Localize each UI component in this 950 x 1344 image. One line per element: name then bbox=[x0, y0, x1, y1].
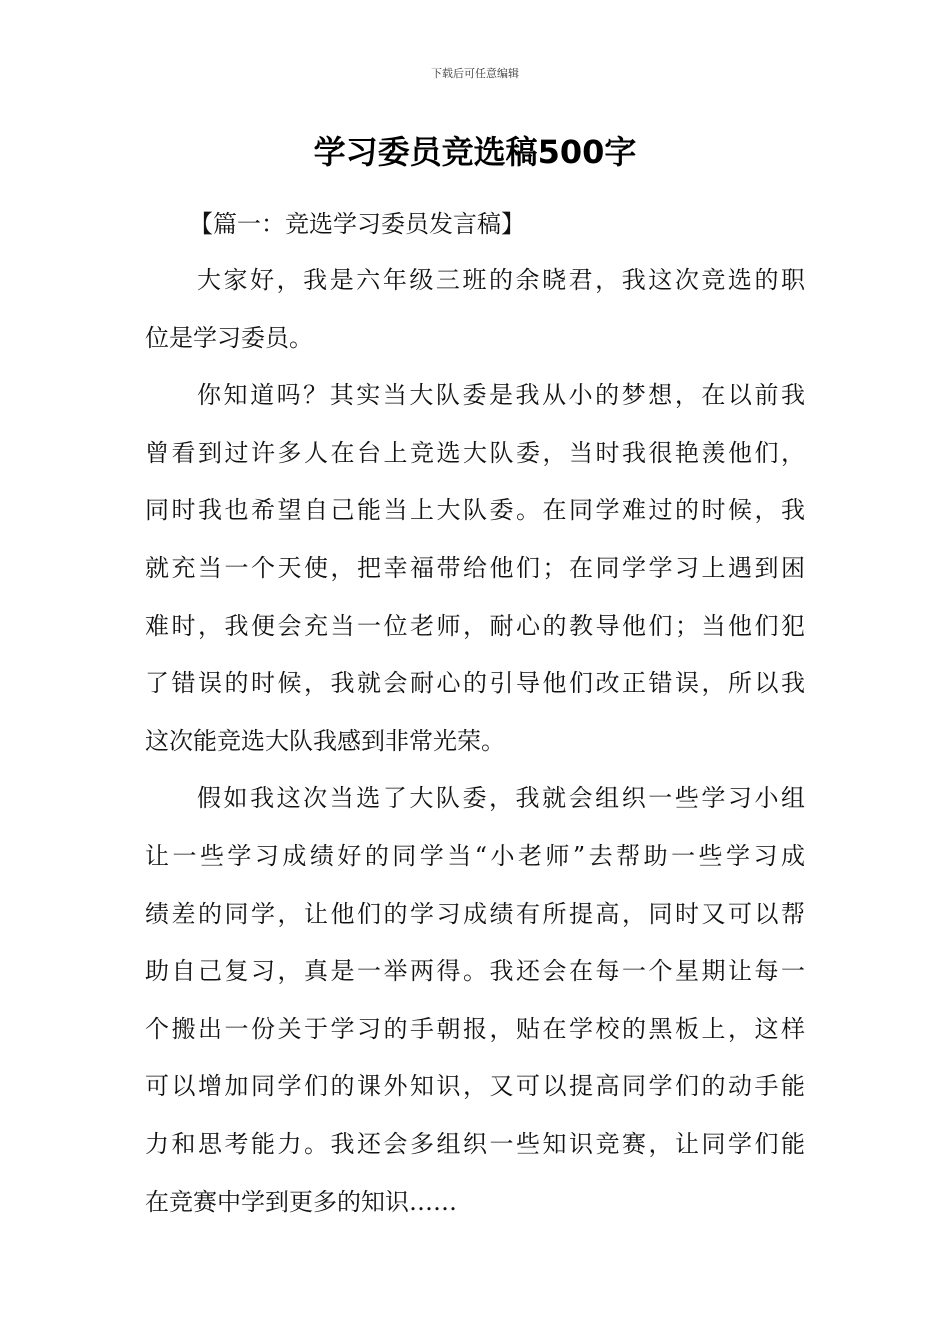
paragraph-line: 让一些学习成绩好的同学当“小老师”去帮助一些学习成 bbox=[145, 841, 805, 870]
paragraph-line: 难时，我便会充当一位老师，耐心的教导他们；当他们犯 bbox=[145, 611, 805, 640]
paragraph-line: 可以增加同学们的课外知识，又可以提高同学们的动手能 bbox=[145, 1072, 805, 1101]
paragraph-line: 你知道吗？其实当大队委是我从小的梦想，在以前我 bbox=[197, 381, 805, 410]
paragraph-line: 个搬出一份关于学习的手朝报，贴在学校的黑板上，这样 bbox=[145, 1014, 805, 1043]
header-note: 下载后可任意编辑 bbox=[431, 67, 519, 80]
paragraph-3 bbox=[145, 770, 805, 1231]
paragraph-line: 了错误的时候，我就会耐心的引导他们改正错误，所以我 bbox=[145, 669, 805, 698]
paragraph-line: 绩差的同学，让他们的学习成绩有所提高，同时又可以帮 bbox=[145, 899, 805, 928]
paragraph-line: 假如我这次当选了大队委，我就会组织一些学习小组 bbox=[197, 784, 805, 813]
paragraph-line: 位是学习委员。 bbox=[145, 323, 313, 352]
paragraph-2 bbox=[145, 367, 805, 770]
paragraph-line: 在竞赛中学到更多的知识…… bbox=[145, 1187, 457, 1216]
paragraph-line: 大家好，我是六年级三班的余晓君，我这次竞选的职 bbox=[197, 266, 805, 294]
paragraph-1 bbox=[145, 252, 805, 367]
paragraph-line: 曾看到过许多人在台上竞选大队委，当时我很艳羡他们， bbox=[145, 438, 805, 467]
paragraph-line: 这次能竞选大队我感到非常光荣。 bbox=[145, 726, 505, 755]
paragraph-line: 同时我也希望自己能当上大队委。在同学难过的时候，我 bbox=[145, 496, 805, 525]
section-heading: 【篇一：竞选学习委员发言稿】 bbox=[189, 210, 525, 238]
paragraph-line: 力和思考能力。我还会多组织一些知识竞赛，让同学们能 bbox=[145, 1129, 805, 1158]
document-title: 学习委员竞选稿500字 bbox=[313, 133, 637, 171]
paragraph-line: 助自己复习，真是一举两得。我还会在每一个星期让每一 bbox=[145, 957, 805, 986]
paragraph-line: 就充当一个天使，把幸福带给他们；在同学学习上遇到困 bbox=[145, 553, 805, 582]
document-body bbox=[145, 196, 805, 1231]
